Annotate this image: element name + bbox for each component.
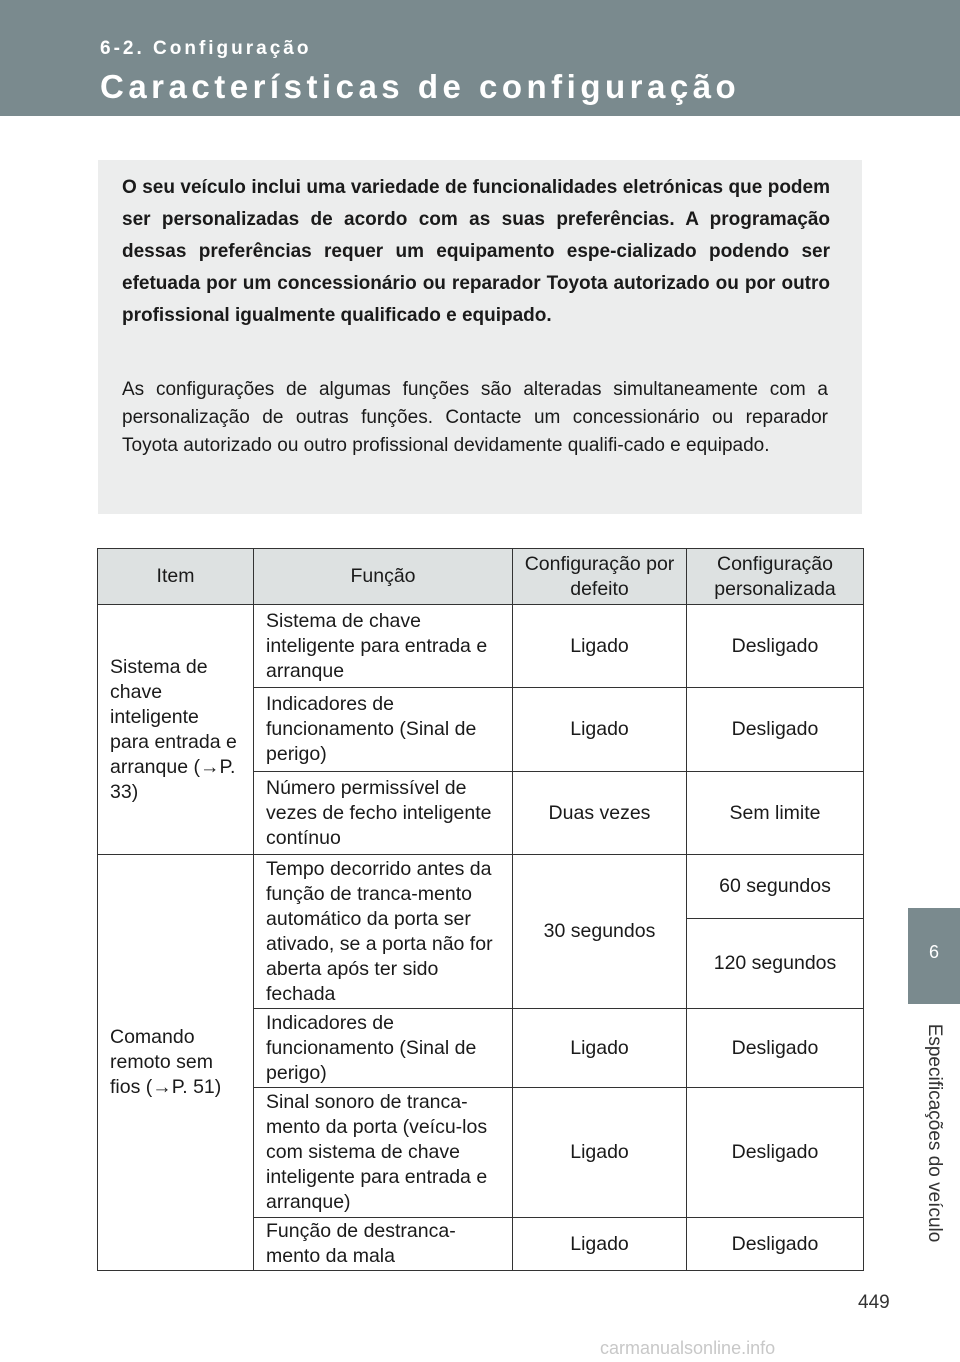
default-cell: Ligado <box>513 1088 687 1218</box>
section-label: 6-2. Configuração <box>100 38 312 59</box>
default-cell: 30 segundos <box>513 855 687 1009</box>
default-cell: Ligado <box>513 1009 687 1088</box>
custom-cell: Desligado <box>687 1218 864 1271</box>
watermark-text: carmanualsonline.info <box>600 1338 776 1358</box>
default-cell: Ligado <box>513 688 687 772</box>
chapter-header <box>0 0 960 116</box>
default-cell: Duas vezes <box>513 772 687 855</box>
default-cell: Ligado <box>513 1218 687 1271</box>
intro-bold-paragraph: O seu veículo inclui uma variedade de funcionalidades eletrónicas que podem ser personalizadas de acordo com as suas preferências. A programação dessas preferências requer um equipamento espe-cializado podendo ser efetuada por um concessionário ou reparador Toyota autorizado ou por outro profissional igualmente qualificado e equipado. <box>122 177 830 326</box>
custom-cell: Desligado <box>687 1088 864 1218</box>
custom-cell: Desligado <box>687 1009 864 1088</box>
function-cell: Indicadores de funcionamento (Sinal de perigo) <box>254 688 513 772</box>
page-title: Características de configuração <box>100 68 741 105</box>
custom-cell: Sem limite <box>687 772 864 855</box>
function-cell: Sistema de chave inteligente para entrada e arranque <box>254 605 513 688</box>
table-row <box>98 605 864 688</box>
function-cell: Sinal sonoro de tranca-mento da porta (veícu-los com sistema de chave inteligente para entrada e arranque) <box>254 1088 513 1218</box>
group-item-cell: Sistema de chave inteligente para entrada e arranque (→P. 33) <box>98 605 254 855</box>
chapter-tab-label: Especificações do veículo <box>924 1023 945 1243</box>
custom-cell: Desligado <box>687 605 864 688</box>
table-row <box>98 855 864 919</box>
intro-box <box>98 160 862 514</box>
chapter-tab <box>908 908 960 1004</box>
table-header-row <box>98 549 864 605</box>
page-number: 449 <box>858 1292 890 1313</box>
settings-table <box>97 548 864 1271</box>
default-cell: Ligado <box>513 605 687 688</box>
header-custom: Configuração personalizada <box>687 549 864 605</box>
custom-cell: Desligado <box>687 688 864 772</box>
function-cell: Número permissível de vezes de fecho inteligente contínuo <box>254 772 513 855</box>
chapter-tab-number: 6 <box>928 942 939 962</box>
header-default: Configuração por defeito <box>513 549 687 605</box>
custom-cell: 60 segundos <box>687 855 864 919</box>
header-function: Função <box>254 549 513 605</box>
function-cell: Indicadores de funcionamento (Sinal de perigo) <box>254 1009 513 1088</box>
function-cell: Função de destranca-mento da mala <box>254 1218 513 1271</box>
group-item-cell: Comando remoto sem fios (→P. 51) <box>98 855 254 1271</box>
custom-cell: 120 segundos <box>687 919 864 1009</box>
header-item: Item <box>98 549 254 605</box>
intro-normal-paragraph: As configurações de algumas funções são alteradas simultaneamente com a personalização de outras funções. Contacte um concessionário ou reparador Toyota autorizado ou outro profissional devidamente qualifi-cado e equipado. <box>122 379 828 456</box>
function-cell: Tempo decorrido antes da função de tranca-mento automático da porta ser ativado, se a porta não for aberta após ter sido fechada <box>254 855 513 1009</box>
